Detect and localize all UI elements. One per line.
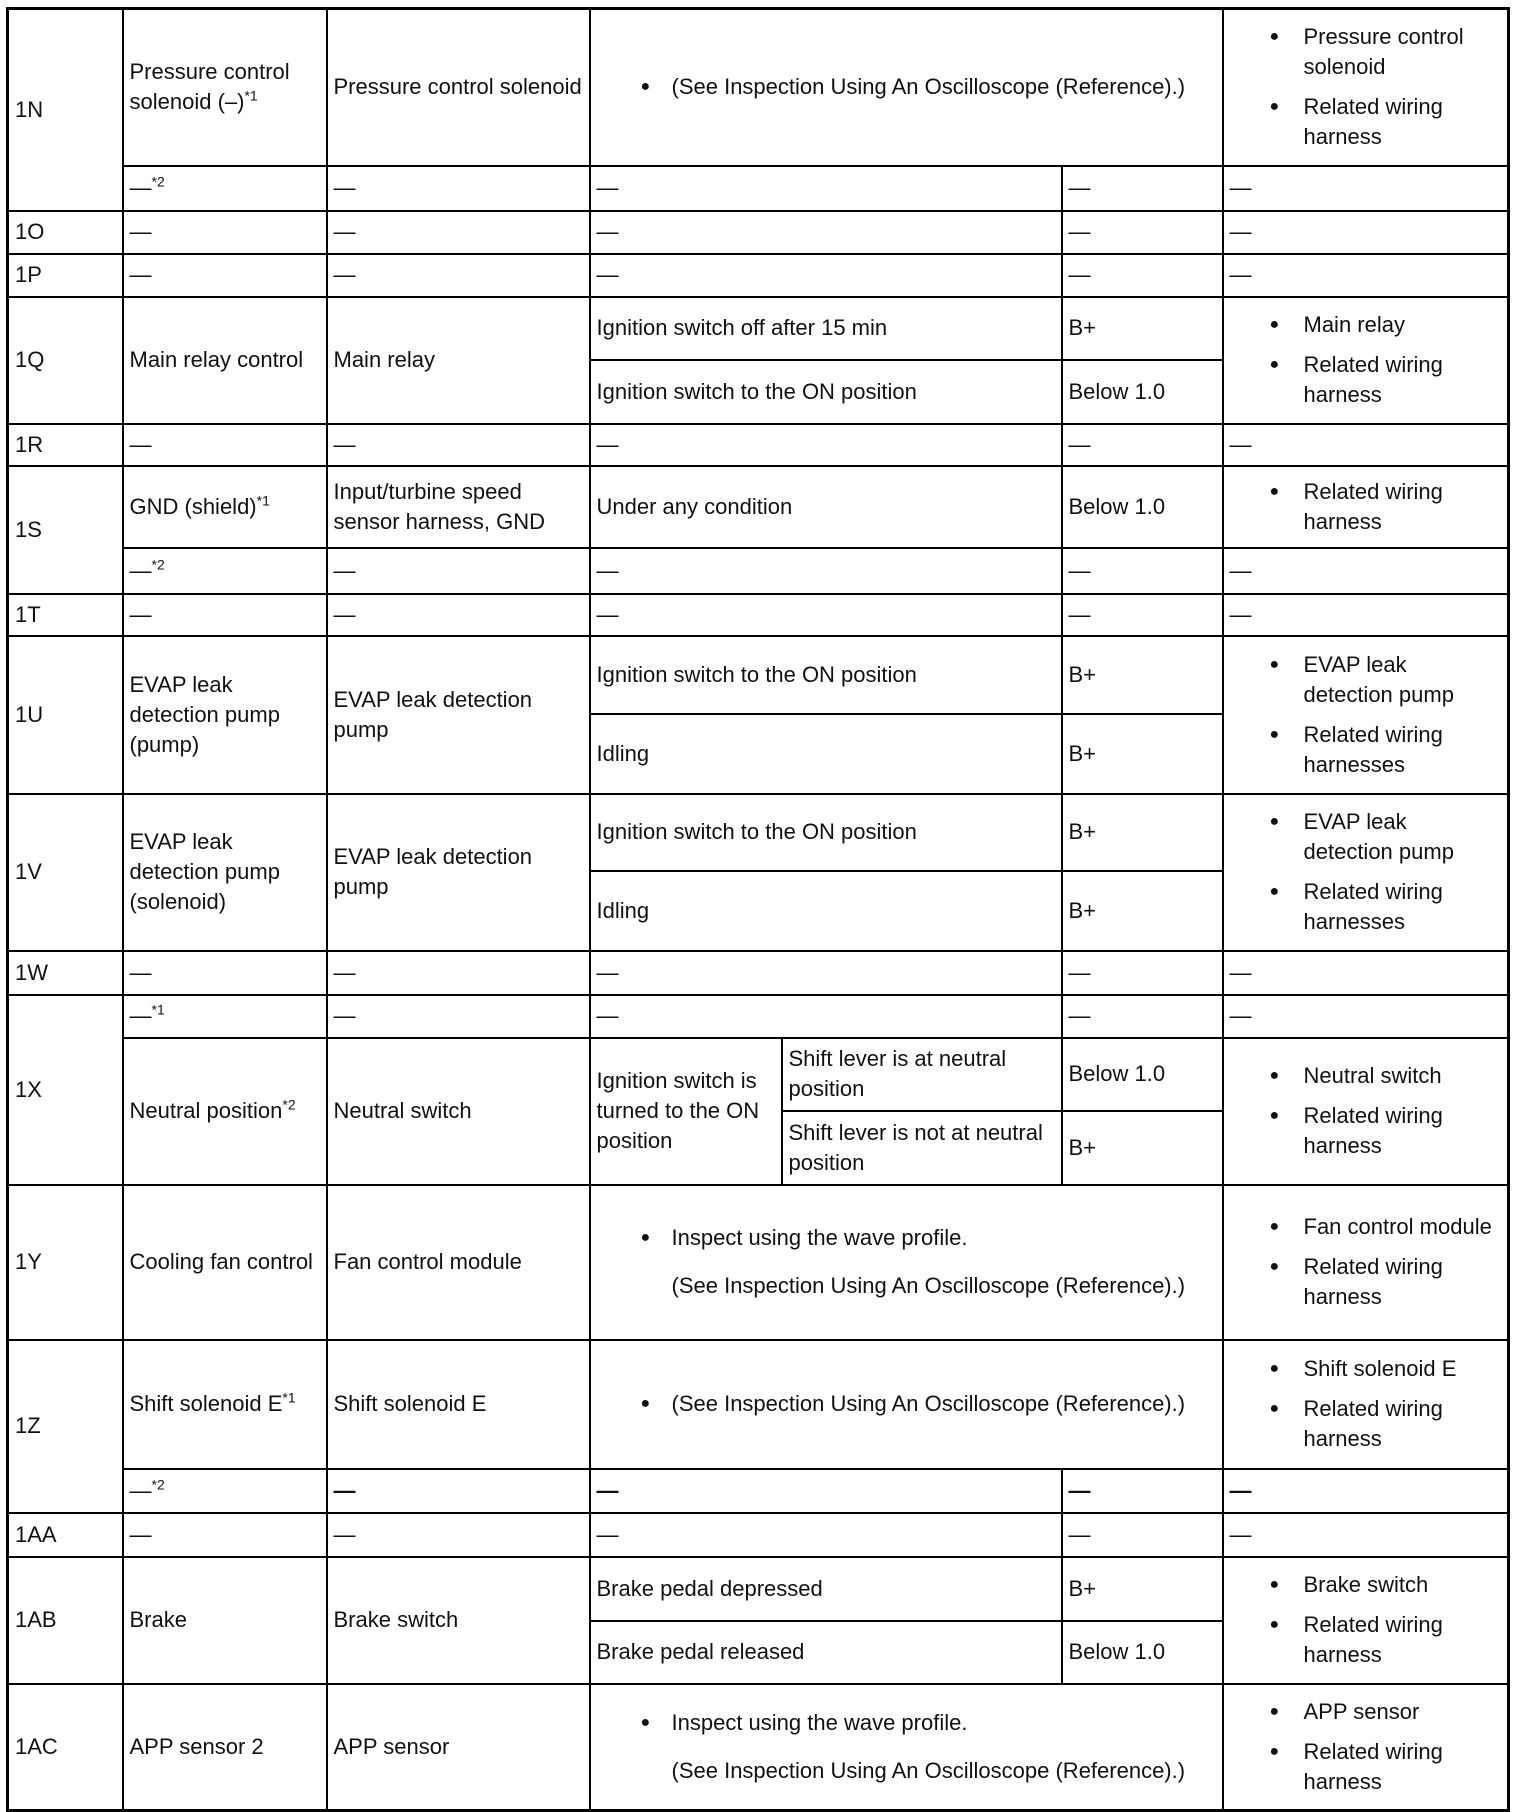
note: *1 <box>256 492 270 509</box>
table-row <box>8 1469 1509 1513</box>
signal-cell <box>123 1038 327 1185</box>
table-row <box>8 254 1509 297</box>
pin-cell: 1P <box>8 254 123 297</box>
bullet-item: ● Fan control module <box>1230 1212 1502 1242</box>
table-row <box>8 166 1509 211</box>
bullet-item: ● Inspect using the wave profile. <box>597 1223 1216 1253</box>
bullet-item: ● Main relay <box>1230 310 1502 340</box>
signal-text: Shift solenoid E <box>129 1391 283 1416</box>
value-cell: B+ <box>1062 794 1223 871</box>
check-cell: — <box>1223 594 1509 636</box>
pin-cell: 1S <box>8 466 123 594</box>
bullet-item: ● Pressure control solenoid <box>1230 22 1502 82</box>
check-cell: — <box>1223 424 1509 466</box>
note: *2 <box>151 1476 165 1493</box>
bullet-item: ● Related wiring harness <box>1230 92 1502 152</box>
condition-cell: Ignition switch to the ON position <box>590 636 1062 714</box>
table-row <box>8 951 1509 995</box>
bullet-item: ● (See Inspection Using An Oscilloscope (Reference).) <box>597 72 1216 102</box>
check-cell: — <box>1223 166 1509 211</box>
bullet-item: ● Related wiring harness <box>1230 1737 1502 1797</box>
bullet-item: ● Related wiring harnesses <box>1230 720 1502 780</box>
signal-cell: EVAP leak detection pump (pump) <box>123 636 327 794</box>
condition-cell: Ignition switch is turned to the ON position <box>590 1038 782 1185</box>
condition-cell: Ignition switch to the ON position <box>590 794 1062 871</box>
signal-cell <box>123 166 327 211</box>
value-cell: B+ <box>1062 714 1223 794</box>
connected-cell: — <box>327 951 590 995</box>
signal-text: — <box>129 1477 152 1503</box>
sub-condition-cell: Shift lever is not at neutral position <box>782 1111 1062 1185</box>
check-cell <box>1223 9 1509 166</box>
bullet-item: ● APP sensor <box>1230 1697 1502 1727</box>
condition-cell: — <box>590 1513 1062 1557</box>
bullet-item: ● EVAP leak detection pump <box>1230 650 1502 710</box>
bullet-item: ● Neutral switch <box>1230 1061 1502 1091</box>
bullet-item: ● (See Inspection Using An Oscilloscope (Reference).) <box>597 1389 1216 1419</box>
pin-cell: 1V <box>8 794 123 951</box>
signal-cell: EVAP leak detection pump (solenoid) <box>123 794 327 951</box>
signal-cell: APP sensor 2 <box>123 1684 327 1811</box>
table-row <box>8 636 1509 714</box>
check-cell: — <box>1223 1513 1509 1557</box>
value-cell: — <box>1062 424 1223 466</box>
condition-cell: — <box>590 211 1062 254</box>
check-cell: — <box>1223 1469 1509 1513</box>
check-cell <box>1223 1038 1509 1185</box>
inspection-cell <box>590 1185 1223 1340</box>
signal-text: — <box>129 557 152 583</box>
pin-cell: 1Z <box>8 1340 123 1513</box>
value-cell: — <box>1062 254 1223 297</box>
value-cell: — <box>1062 1513 1223 1557</box>
table-row <box>8 1038 1509 1111</box>
connected-cell: EVAP leak detection pump <box>327 794 590 951</box>
connected-cell: — <box>327 211 590 254</box>
value-cell: B+ <box>1062 636 1223 714</box>
table-row <box>8 1513 1509 1557</box>
connected-cell: Brake switch <box>327 1557 590 1684</box>
pin-cell: 1X <box>8 995 123 1185</box>
signal-text: Pressure control solenoid (–) <box>129 59 290 115</box>
pin-cell: 1R <box>8 424 123 466</box>
signal-text: Neutral position <box>129 1098 283 1123</box>
condition-cell: Ignition switch to the ON position <box>590 360 1062 424</box>
note: *2 <box>151 556 165 573</box>
check-cell <box>1223 1684 1509 1811</box>
check-cell <box>1223 794 1509 951</box>
check-cell <box>1223 636 1509 794</box>
note: *1 <box>151 1001 165 1018</box>
inspection-cell <box>590 9 1223 166</box>
connected-cell: — <box>327 424 590 466</box>
connected-cell: Pressure control solenoid <box>327 9 590 166</box>
bullet-item: ● Related wiring harnesses <box>1230 877 1502 937</box>
condition-cell: — <box>590 1469 1062 1513</box>
connected-cell: — <box>327 254 590 297</box>
check-cell <box>1223 1557 1509 1684</box>
condition-cell: Idling <box>590 871 1062 951</box>
check-cell: — <box>1223 254 1509 297</box>
condition-cell: — <box>590 594 1062 636</box>
table-row <box>8 594 1509 636</box>
check-cell: — <box>1223 211 1509 254</box>
signal-cell <box>123 1469 327 1513</box>
bullet-item: ● Brake switch <box>1230 1570 1502 1600</box>
connected-cell: Shift solenoid E <box>327 1340 590 1469</box>
condition-cell: Brake pedal released <box>590 1621 1062 1684</box>
table-row <box>8 297 1509 360</box>
check-cell: — <box>1223 951 1509 995</box>
value-cell: Below 1.0 <box>1062 1038 1223 1111</box>
pin-cell: 1Q <box>8 297 123 424</box>
connected-cell: Main relay <box>327 297 590 424</box>
table-row <box>8 548 1509 594</box>
value-cell: B+ <box>1062 1557 1223 1621</box>
connected-cell: — <box>327 1513 590 1557</box>
signal-cell <box>123 548 327 594</box>
signal-cell <box>123 1340 327 1469</box>
signal-cell: — <box>123 424 327 466</box>
table-row <box>8 1185 1509 1340</box>
pin-cell: 1AA <box>8 1513 123 1557</box>
inspection-cell <box>590 1684 1223 1811</box>
check-cell: — <box>1223 548 1509 594</box>
check-cell <box>1223 1185 1509 1340</box>
connected-cell: Input/turbine speed sensor harness, GND <box>327 466 590 548</box>
condition-cell: Brake pedal depressed <box>590 1557 1062 1621</box>
bullet-item: ● Related wiring harness <box>1230 1252 1502 1312</box>
signal-cell: — <box>123 594 327 636</box>
signal-text: — <box>129 1003 152 1028</box>
signal-cell: — <box>123 1513 327 1557</box>
pin-cell: 1W <box>8 951 123 995</box>
note: *1 <box>282 1389 296 1406</box>
connected-cell: — <box>327 548 590 594</box>
condition-cell: Ignition switch off after 15 min <box>590 297 1062 360</box>
connected-cell: APP sensor <box>327 1684 590 1811</box>
value-cell: Below 1.0 <box>1062 466 1223 548</box>
value-cell: — <box>1062 211 1223 254</box>
bullet-item: ● Related wiring harness <box>1230 1101 1502 1161</box>
note: *2 <box>151 173 165 190</box>
connected-cell: Neutral switch <box>327 1038 590 1185</box>
signal-text: — <box>129 175 152 200</box>
signal-cell: — <box>123 951 327 995</box>
value-cell: Below 1.0 <box>1062 1621 1223 1684</box>
signal-cell <box>123 995 327 1038</box>
note: *1 <box>244 87 258 104</box>
table-row <box>8 1684 1509 1811</box>
connected-cell: Fan control module <box>327 1185 590 1340</box>
signal-text: GND (shield) <box>129 493 257 519</box>
bullet-item: ● Related wiring harness <box>1230 477 1502 537</box>
value-cell: B+ <box>1062 871 1223 951</box>
connected-cell: — <box>327 1469 590 1513</box>
value-cell: — <box>1062 594 1223 636</box>
pin-cell: 1Y <box>8 1185 123 1340</box>
check-cell <box>1223 1340 1509 1469</box>
ecm-terminal-table <box>6 7 1510 1812</box>
condition-cell: — <box>590 424 1062 466</box>
table-row <box>8 466 1509 548</box>
bullet-item: ● EVAP leak detection pump <box>1230 807 1502 867</box>
pin-cell: 1T <box>8 594 123 636</box>
value-cell: Below 1.0 <box>1062 360 1223 424</box>
value-cell: — <box>1062 166 1223 211</box>
connected-cell: — <box>327 166 590 211</box>
condition-cell: Under any condition <box>590 466 1062 548</box>
value-cell: — <box>1062 951 1223 995</box>
condition-cell: Idling <box>590 714 1062 794</box>
signal-cell: Main relay control <box>123 297 327 424</box>
note: *2 <box>282 1096 296 1113</box>
table-row <box>8 424 1509 466</box>
pin-cell: 1N <box>8 9 123 211</box>
condition-cell: — <box>590 548 1062 594</box>
table-row <box>8 794 1509 871</box>
connected-cell: — <box>327 594 590 636</box>
signal-cell: Cooling fan control <box>123 1185 327 1340</box>
inspection-cell <box>590 1340 1223 1469</box>
pin-cell: 1AB <box>8 1557 123 1684</box>
signal-cell <box>123 466 327 548</box>
table-row <box>8 211 1509 254</box>
bullet-item: ● Inspect using the wave profile. <box>597 1708 1216 1738</box>
check-cell: — <box>1223 995 1509 1038</box>
check-cell <box>1223 297 1509 424</box>
value-cell: B+ <box>1062 297 1223 360</box>
check-cell <box>1223 466 1509 548</box>
pin-cell: 1AC <box>8 1684 123 1811</box>
pin-cell: 1O <box>8 211 123 254</box>
value-cell: — <box>1062 1469 1223 1513</box>
condition-cell: — <box>590 951 1062 995</box>
connected-cell: EVAP leak detection pump <box>327 636 590 794</box>
inspection-reference: (See Inspection Using An Oscilloscope (Reference).) <box>671 1273 1186 1298</box>
bullet-item: ● Related wiring harness <box>1230 1394 1502 1454</box>
bullet-item: ● Related wiring harness <box>1230 350 1502 410</box>
pin-cell: 1U <box>8 636 123 794</box>
condition-cell: — <box>590 254 1062 297</box>
value-cell: — <box>1062 995 1223 1038</box>
connected-cell: — <box>327 995 590 1038</box>
condition-cell: — <box>590 166 1062 211</box>
value-cell: — <box>1062 548 1223 594</box>
signal-cell: — <box>123 254 327 297</box>
condition-cell: — <box>590 995 1062 1038</box>
table-row <box>8 1557 1509 1621</box>
signal-cell: — <box>123 211 327 254</box>
bullet-item: ● Shift solenoid E <box>1230 1354 1502 1384</box>
table-row <box>8 1340 1509 1469</box>
sub-condition-cell: Shift lever is at neutral position <box>782 1038 1062 1111</box>
inspection-reference: (See Inspection Using An Oscilloscope (Reference).) <box>671 1757 1186 1783</box>
table-row <box>8 9 1509 166</box>
signal-cell <box>123 9 327 166</box>
value-cell: B+ <box>1062 1111 1223 1185</box>
signal-cell: Brake <box>123 1557 327 1684</box>
bullet-item: ● Related wiring harness <box>1230 1610 1502 1670</box>
table-row <box>8 995 1509 1038</box>
